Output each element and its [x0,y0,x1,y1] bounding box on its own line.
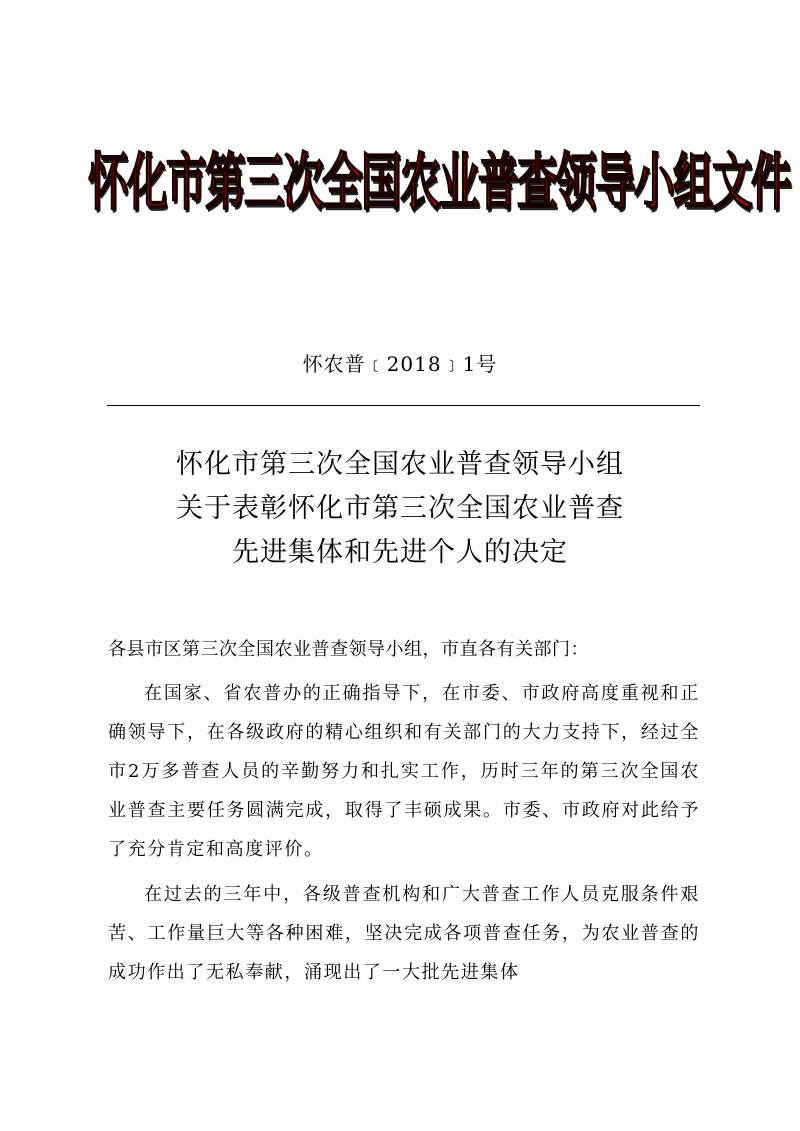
title-line-2: 关于表彰怀化市第三次全国农业普查 [176,493,624,524]
title-line-3: 先进集体和先进个人的决定 [232,537,568,568]
title-line-1: 怀化市第三次全国农业普查领导小组 [176,449,624,480]
document-masthead: 怀化市第三次全国农业普查领导小组文件 [88,147,791,219]
body-paragraph-1: 在国家、省农普办的正确指导下，在市委、市政府高度重视和正确领导下，在各级政府的精心组织和有关部门的大力支持下，经过全市2万多普查人员的辛勤努力和扎实工作，历时三年的第三次全国农业普查主要任务圆满完成，取得了丰硕成果。市委、市政府对此给予了充分肯定和高度评价。 [108,683,700,860]
document-title [0,443,800,575]
salutation: 各县市区第三次全国农业普查领导小组，市直各有关部门： [108,639,589,660]
body-paragraph-2: 在过去的三年中，各级普查机构和广大普查工作人员克服条件艰苦、工作量巨大等各种困难，坚决完成各项普查任务，为农业普查的成功作出了无私奉献，涌现出了一大批先进集体 [108,884,700,983]
header-divider [107,405,700,406]
document-body [108,632,700,998]
document-number: 怀农普﹝2018﹞1号 [302,352,498,376]
